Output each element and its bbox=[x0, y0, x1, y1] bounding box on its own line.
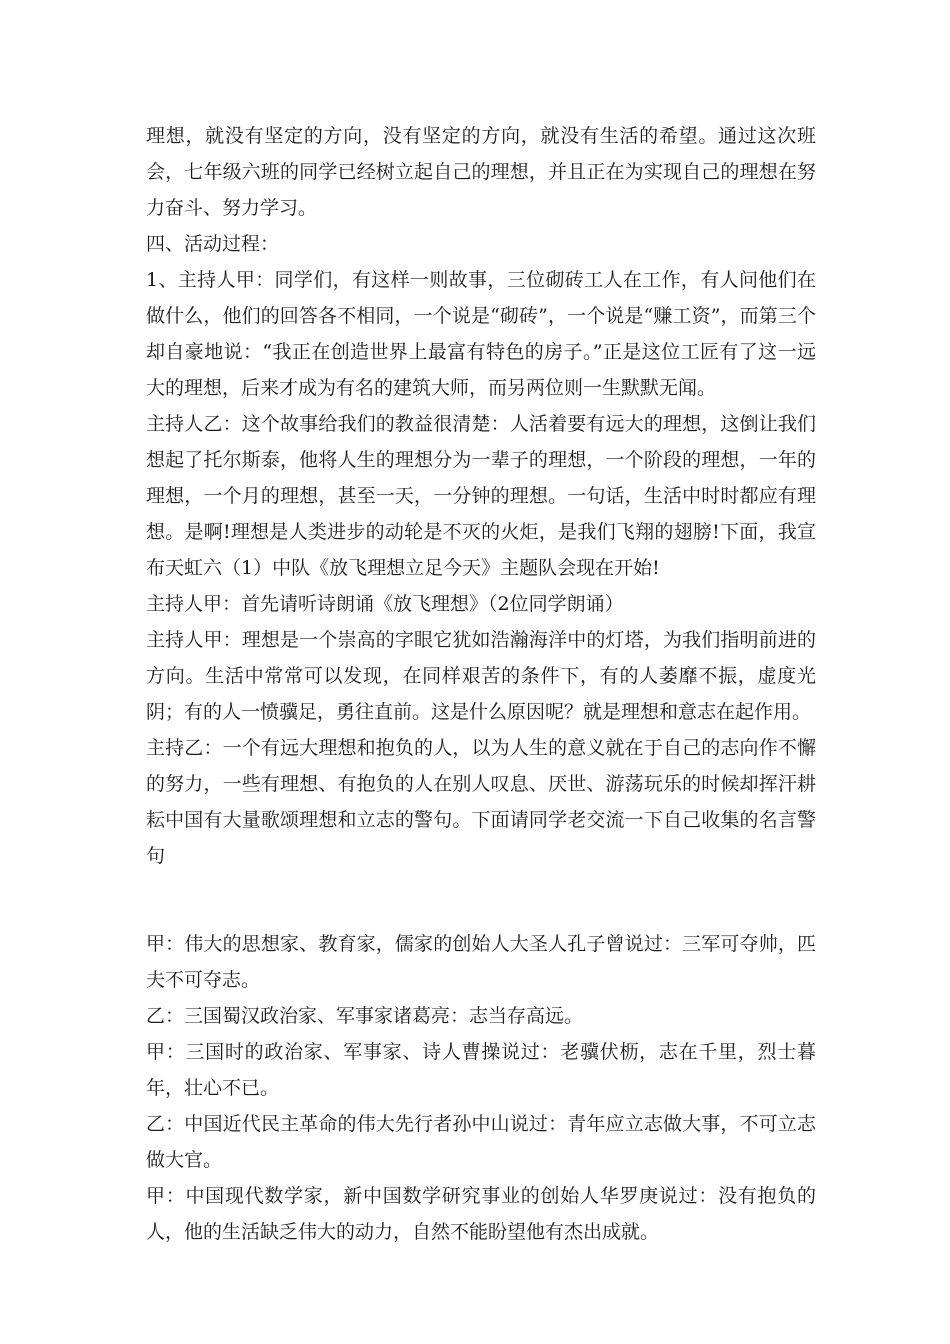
paragraph-intro-conclusion: 理想，就没有坚定的方向，没有坚定的方向，就没有生活的希望。通过这次班会，七年级六班的同学已经树立起自己的理想，并且正在为实现自己的理想在努力奋斗、努力学习。 bbox=[146, 125, 816, 219]
document-body bbox=[146, 118, 816, 1250]
paragraph-host-a-poem: 主持人甲：首先请听诗朗诵《放飞理想》（2位同学朗诵） bbox=[146, 593, 624, 615]
section-heading-activity-process: 四、活动过程： bbox=[146, 233, 280, 255]
quote-cao-cao: 甲：三国时的政治家、军事家、诗人曹操说过：老骥伏枥，志在千里，烈士暮年，壮心不已。 bbox=[146, 1041, 816, 1099]
quote-sun-yat-sen: 乙：中国近代民主革命的伟大先行者孙中山说过：青年应立志做大事，不可立志做大官。 bbox=[146, 1113, 816, 1171]
quote-confucius: 甲：伟大的思想家、教育家，儒家的创始人大圣人孔子曾说过：三军可夺帅，匹夫不可夺志。 bbox=[146, 933, 816, 991]
quote-hua-luogeng: 甲：中国现代数学家，新中国数学研究事业的创始人华罗庚说过：没有抱负的人，他的生活缺乏伟大的动力，自然不能盼望他有杰出成就。 bbox=[146, 1185, 816, 1243]
paragraph-host-b-aspirations: 主持乙：一个有远大理想和抱负的人，以为人生的意义就在于自己的志向作不懈的努力，一些有理想、有抱负的人在别人叹息、厌世、游荡玩乐的时候却挥汗耕耘中国有大量歌颂理想和立志的警句。下面请同学老交流一下自己收集的名言警句 bbox=[146, 737, 816, 867]
paragraph-host-b-tolstoy: 主持人乙：这个故事给我们的教益很清楚：人活着要有远大的理想，这倒让我们想起了托尔斯泰，他将人生的理想分为一辈子的理想，一个阶段的理想，一年的理想，一个月的理想，甚至一天，一分钟的理想。一句话，生活中时时都应有理想。是啊!理想是人类进步的动轮是不灭的火炬，是我们飞翔的翅膀!下面，我宣布天虹六（1）中队《放飞理想立足今天》主题队会现在开始! bbox=[146, 413, 816, 579]
paragraph-host-a-lighthouse: 主持人甲：理想是一个崇高的字眼它犹如浩瀚海洋中的灯塔，为我们指明前进的方向。生活中常常可以发现，在同样艰苦的条件下，有的人萎靡不振，虚度光阴；有的人一愤骥足，勇往直前。这是什么原因呢？就是理想和意志在起作用。 bbox=[146, 629, 816, 723]
paragraph-host-a-story: 1、主持人甲：同学们，有这样一则故事，三位砌砖工人在工作，有人问他们在做什么，他们的回答各不相同，一个说是“砌砖”，一个说是“赚工资”，而第三个却自豪地说：“我正在创造世界上最富有特色的房子。”正是这位工匠有了这一远大的理想，后来才成为有名的建筑大师，而另两位则一生默默无闻。 bbox=[146, 269, 816, 399]
blank-gap bbox=[146, 874, 816, 926]
quote-zhuge-liang: 乙：三国蜀汉政治家、军事家诸葛亮：志当存高远。 bbox=[146, 1005, 584, 1027]
